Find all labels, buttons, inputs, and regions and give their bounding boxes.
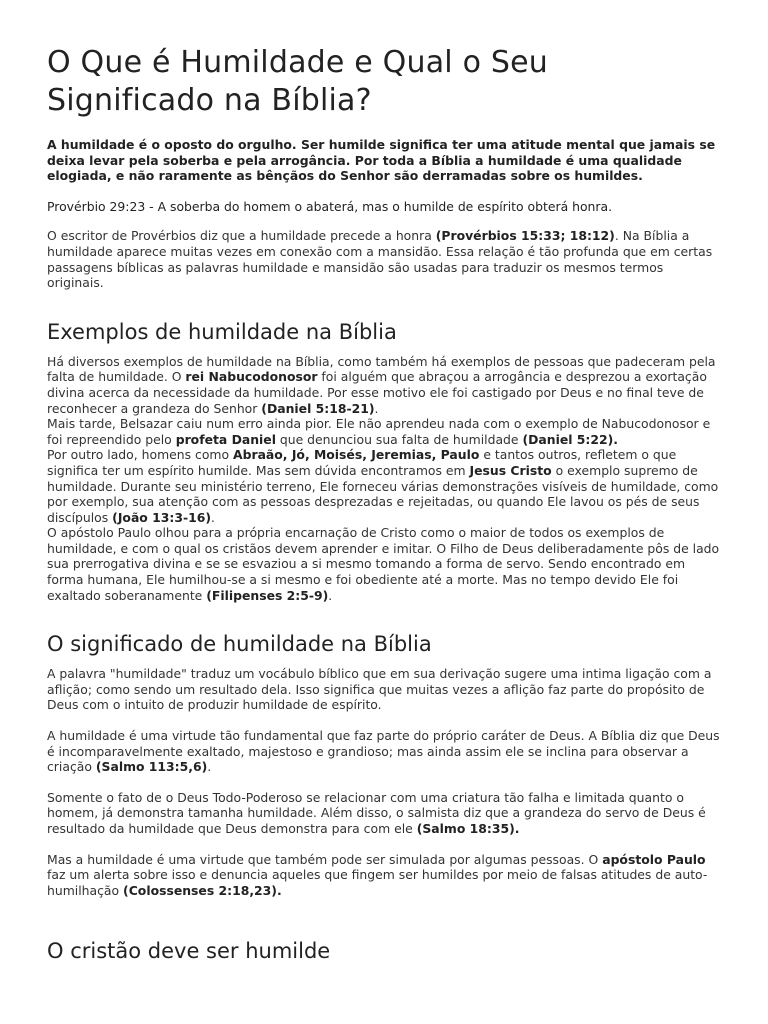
paragraph-paulo	[47, 525, 721, 603]
text: Há diversos exemplos de humildade na Bíblia, como também há exemplos de pessoas que padeceram pela falta de humildade. O	[47, 353, 716, 385]
paragraph-god-character	[47, 728, 721, 775]
paragraph-proverbs	[47, 228, 721, 290]
text: A humildade é uma virtude tão fundamental que faz parte do próprio caráter de Deus. A Bíblia diz que Deus é incomparavelmente exaltado, majestoso e grandioso; mas ainda assim ele se inclina para observar a criação	[47, 728, 720, 775]
page-title: O Que é Humildade e Qual o Seu Significado na Bíblia?	[47, 45, 548, 118]
paragraph-almighty	[47, 790, 721, 837]
text: Mas a humildade é uma virtude que também pode ser simulada por algumas pessoas. O	[47, 851, 603, 867]
paragraph-examples-humble	[47, 447, 721, 525]
bible-reference: (Provérbios 15:33; 18:12)	[435, 228, 615, 244]
text: . Na Bíblia a humildade aparece muitas vezes em conexão com a mansidão. Essa relação é tão profunda que em certas passagens bíblicas as palavras humildade e mansidão são usadas para traduzir os mesmos termos originais.	[47, 228, 713, 291]
intro-paragraph: A humildade é o oposto do orgulho. Ser humilde significa ter uma atitude mental que jamais se deixa levar pela soberba e pela arrogância. Por toda a Bíblia a humildade é uma qualidade elogiada, e não raramente as bênçãos do Senhor são derramadas sobre os humildes.	[47, 137, 716, 184]
section-heading-meaning: O significado de humildade na Bíblia	[47, 632, 432, 657]
text: O apóstolo Paulo olhou para a própria encarnação de Cristo como o maior de todos os exemplos de humildade, e com o qual os cristãos devem aprender e imitar. O Filho de Deus deliberadamente pôs de lado sua prerrogativa divina e se se esvaziou a si mesmo tomando a forma de servo. Sendo encontrado em forma humana, Ele humilhou-se a si mesmo e foi obediente até a morte. Mas no tempo devido Ele foi exaltado soberanamente	[47, 525, 720, 603]
bold-name: rei Nabucodonosor	[185, 369, 318, 385]
text: e tantos outros, refletem o que significa ter um espírito humilde. Mas sem dúvida encontramos em	[47, 447, 677, 478]
text: .	[328, 587, 333, 603]
bible-reference: (João 13:3-16)	[112, 509, 211, 525]
bible-reference: (Salmo 113:5,6)	[95, 759, 208, 775]
bible-reference: (Filipenses 2:5-9)	[206, 587, 329, 603]
bible-reference: (Salmo 18:35).	[416, 821, 520, 836]
text: Somente o fato de o Deus Todo-Poderoso se relacionar com uma criatura tão falha e limitada quanto o homem, já demonstra tamanha humildade. Além disso, o salmista diz que a grandeza do servo de Deus é resultado da humildade que Deus demonstra para com ele	[47, 789, 706, 836]
paragraph-word-meaning: A palavra "humildade" traduz um vocábulo bíblico que em sua derivação sugere uma intima ligação com a aflição; como sendo um resultado dela. Isso significa que muitas vezes a aflição faz parte do propósito de Deus com o intuito de produzir humildade de espírito.	[47, 666, 712, 713]
paragraph-nabucodonosor	[47, 354, 721, 416]
bible-reference: (Daniel 5:18-21)	[261, 400, 375, 416]
bold-name: Abraão, Jó, Moisés, Jeremias, Paulo	[233, 447, 480, 463]
bible-reference: (Daniel 5:22).	[522, 431, 619, 447]
text: .	[211, 509, 215, 525]
text: .	[374, 400, 379, 416]
bold-name: apóstolo Paulo	[602, 851, 706, 867]
text: O escritor de Provérbios diz que a humildade precede a honra	[47, 228, 436, 244]
section-heading-christian: O cristão deve ser humilde	[47, 939, 331, 964]
bold-name: Jesus Cristo	[469, 462, 552, 478]
bold-name: profeta Daniel	[175, 431, 276, 447]
section-examples-body	[47, 354, 721, 604]
text: que denunciou sua falta de humildade	[275, 431, 523, 447]
text: Mais tarde, Belsazar caiu num erro ainda pior. Ele não aprendeu nada com o exemplo de Nabucodonosor e foi repreendido pelo	[47, 416, 711, 447]
text: .	[207, 759, 212, 775]
text: o exemplo supremo de humildade. Durante seu ministério terreno, Ele forneceu várias demonstrações visíveis de humildade, como por exemplo, sua atenção com as pessoas desprezadas e rejeitadas, ou quando Ele lavou os pés de seus discípulos	[47, 462, 719, 525]
text: foi alguém que abraçou a arrogância e desprezou a exortação divina acerca da necessidade da humildade. Por esse motivo ele foi castigado por Deus e no final teve de reconhecer a grandeza do Senhor	[47, 369, 707, 416]
section-meaning-body	[47, 666, 721, 898]
section-heading-examples: Exemplos de humildade na Bíblia	[47, 319, 397, 344]
paragraph-simulated	[47, 852, 721, 899]
verse-quote: Provérbio 29:23 - A soberba do homem o abaterá, mas o humilde de espírito obterá honra.	[47, 198, 613, 214]
paragraph-belsazar	[47, 416, 721, 447]
text: Por outro lado, homens como	[47, 447, 233, 463]
bible-reference: (Colossenses 2:18,23).	[123, 882, 282, 898]
text: faz um alerta sobre isso e denuncia aqueles que fingem ser humildes por meio de falsas atitudes de auto-humilhação	[47, 867, 708, 898]
